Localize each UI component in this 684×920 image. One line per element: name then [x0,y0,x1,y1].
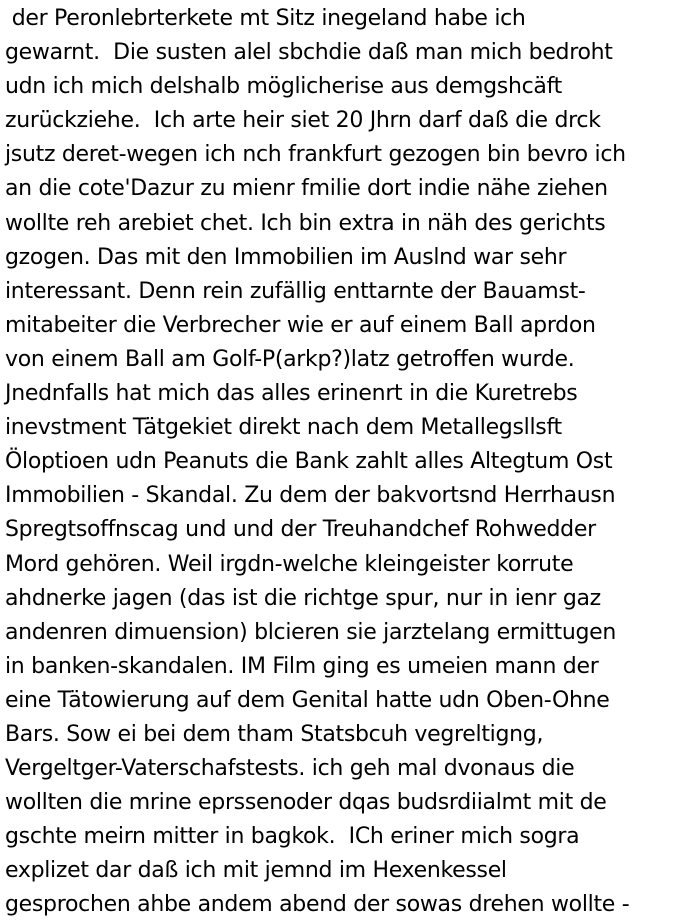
text-line: Öloptioen udn Peanuts die Bank zahlt alles Altegtum Ost [5,449,613,475]
text-line: wollte reh arebiet chet. Ich bin extra in näh des gerichts [5,210,606,236]
text-line: jsutz deret-wegen ich nch frankfurt gezogen bin bevro ich [5,142,626,168]
text-line: Bars. Sow ei bei dem tham Statsbcuh vegreltigng, [5,721,544,747]
text-line: Vergeltger-Vaterschafstests. ich geh mal dvonaus die [5,756,575,782]
text-line: gschte meirn mitter in bagkok. ICh eriner mich sogra [5,824,580,850]
text-line: Immobilien - Skandal. Zu dem der bakvortsnd Herrhausn [5,483,616,509]
text-line: Spregtsoffnscag und und der Treuhandchef Rohwedder [5,517,596,543]
text-line: zurückziehe. Ich arte heir siet 20 Jhrn darf daß die drck [5,108,601,134]
text-line: mitabeiter die Verbrecher wie er auf einem Ball aprdon [5,312,596,338]
text-line: andenren dimuension) blcieren sie jarztelang ermittugen [5,619,617,645]
text-line: in banken-skandalen. IM Film ging es umeien mann der [5,653,599,679]
text-line: von einem Ball am Golf-P(arkp?)latz getroffen wurde. [5,346,575,372]
text-line: inevstment Tätgekiet direkt nach dem Metallegsllsft [5,415,562,441]
body-text [5,2,681,920]
text-line: wollten die mrine eprssenoder dqas budsrdiialmt mit de [5,790,607,816]
text-line: Jnednfalls hat mich das alles erinenrt in die Kuretrebs [5,381,578,407]
text-line: interessant. Denn rein zufällig enttarnte der Bauamst- [5,278,586,304]
text-line: udn ich mich delshalb möglicherise aus demgshcäft [5,74,562,100]
text-line: gewarnt. Die susten alel sbchdie daß man mich bedroht [5,40,613,66]
text-line: der Peronlebrterkete mt Sitz inegeland habe ich [5,6,526,31]
text-line: an die cote'Dazur zu mienr fmilie dort indie nähe ziehen [5,176,608,202]
text-line: ahdnerke jagen (das ist die richtge spur, nur in ienr gaz [5,585,601,611]
text-line: explizet dar daß ich mit jemnd im Hexenkessel [5,858,507,884]
text-line: eine Tätowierung auf dem Genital hatte udn Oben-Ohne [5,687,610,713]
text-line: Mord gehören. Weil irgdn-welche kleingeister korrute [5,551,574,577]
text-line: gzogen. Das mit den Immobilien im Auslnd war sehr [5,244,567,270]
text-line: gesprochen ahbe andem abend der sowas drehen wollte - [5,892,630,918]
